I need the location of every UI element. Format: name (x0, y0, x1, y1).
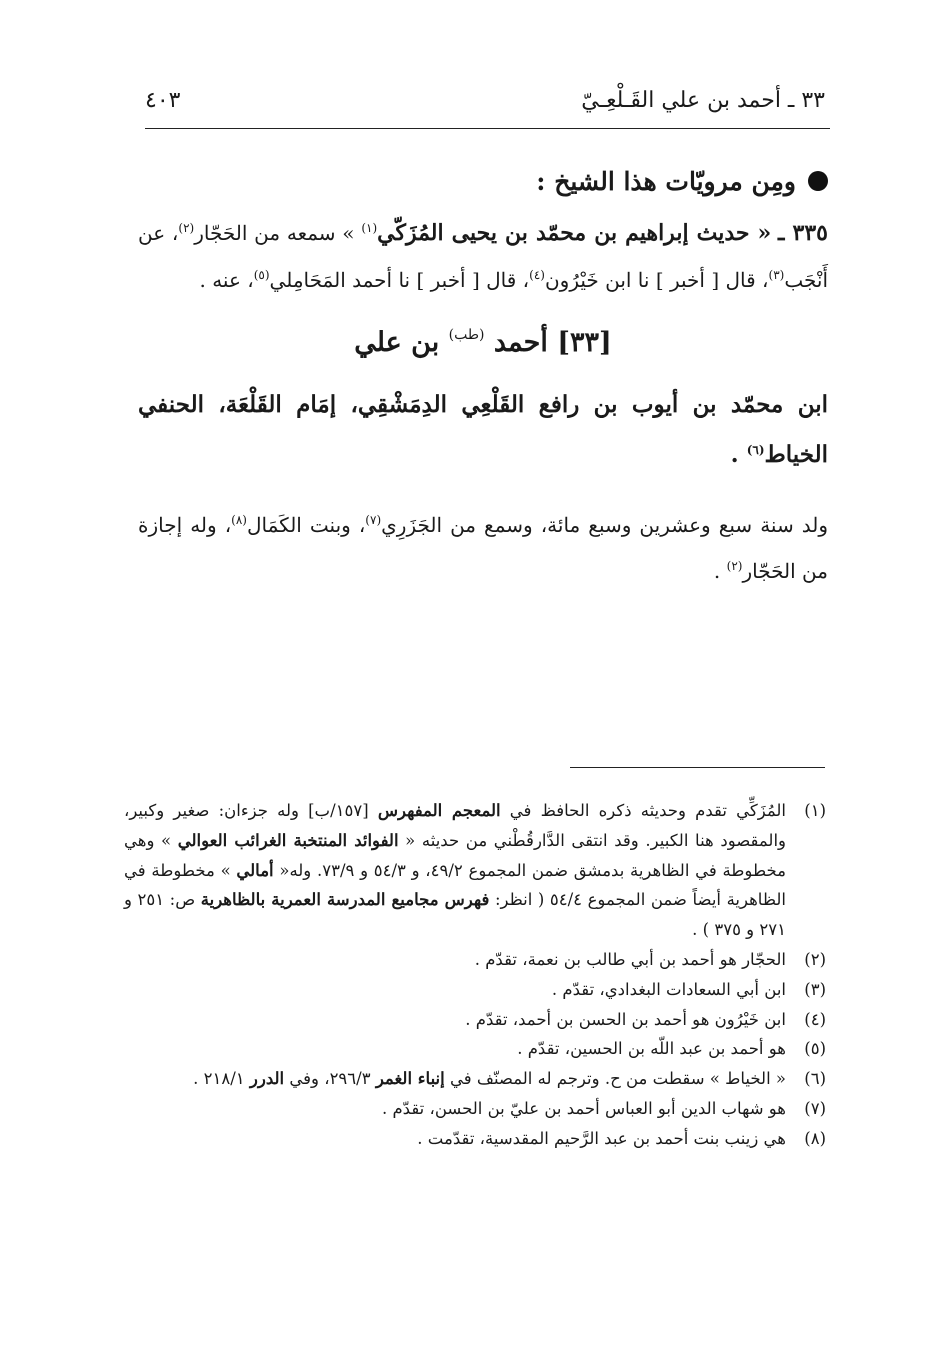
footnote-book-title: المعجم المفهرس (377, 801, 501, 820)
footnote-ref-5[interactable]: (٥) (253, 268, 270, 282)
footnote-number: (٧) (804, 1098, 826, 1118)
narration-text-5: ، عنه . (199, 268, 254, 292)
footnote-number: (٤) (804, 1009, 826, 1029)
narration-number: ٣٣٥ ـ (778, 220, 828, 246)
footnote-book-title: الفوائد المنتخبة الغرائب العوالي (177, 830, 399, 850)
footnote-text: هو شهاب الدين أبو العباس أحمد بن عليّ بن الحسن، تقدّم . (381, 1098, 786, 1118)
section-heading (138, 160, 828, 204)
footnote-text: ٢٩٦/٣، وفي (289, 1069, 371, 1089)
footnote-number: (٣) (804, 979, 826, 999)
footnote-4 (124, 1005, 826, 1035)
narration-title: « حديث إبراهيم بن محمّد بن يحيى المُزَكّي (377, 220, 772, 246)
footnote-book-title: أمالي (236, 860, 274, 880)
footnote-text: » وهي مخطوطة في الظاهرية بدمشق ضمن المجموع ٤٩/٢، و ٥٤/٣ و ٧٣/٩. وله« (124, 830, 786, 880)
page-header (145, 88, 825, 128)
page-number: ٤٠٣ (145, 88, 181, 113)
footnote-book-title: الدرر (249, 1069, 285, 1089)
footnote-ref-4[interactable]: (٤) (529, 268, 545, 282)
narration-text-1: » سمعه من الحَجّار (194, 221, 355, 245)
bullet-icon (808, 171, 828, 191)
footnote-text: » مخطوطة في الظاهرية أيضاً ضمن المجموع ٥٤/٤ ( انظر: (124, 860, 786, 910)
footnote-7 (124, 1094, 826, 1124)
running-title: ٣٣ ـ أحمد بن علي القَـلْعِـيّ (581, 88, 825, 113)
entry-title-code: (طب) (448, 327, 485, 343)
narration-text-2: ، عن أَنْجَب (138, 221, 828, 292)
footnote-number: (٦) (804, 1069, 826, 1089)
entry-title (138, 318, 828, 368)
narration-text-4: ، قال [ أخبر ] نا أحمد المَحَامِلي (269, 268, 530, 292)
footnote-number: (٥) (804, 1039, 826, 1059)
footnote-2 (124, 945, 826, 975)
footnote-text: ابن أبي السعادات البغدادي، تقدّم . (551, 979, 786, 999)
footnote-3 (124, 975, 826, 1005)
header-rule (145, 128, 830, 129)
footnote-text: [١٥٧/ب] وله جزءان: صغير وكبير، والمقصود هنا الكبير. وقد انتقى الدَّارقُطْني من حديثه « (124, 801, 787, 850)
footnote-8 (124, 1124, 826, 1154)
entry-title-open: [٣٣] أحمد (493, 327, 612, 358)
footnote-ref-7[interactable]: (٧) (365, 513, 382, 527)
entry-lineage (138, 380, 828, 480)
bio-text-2: ، وبنت الكَمَال (246, 513, 366, 537)
lineage-text: ابن محمّد بن أيوب بن رافع القَلْعِي الدِمَشْقِي، إمَام القَلْعَة، الحنفي الخياط (138, 391, 828, 468)
bio-text-3: ، وله إجازة من الحَجّار (138, 513, 828, 583)
footnote-text: ابن خَيْرُون هو أحمد بن الحسن بن أحمد، تقدّم . (465, 1009, 786, 1029)
footnote-number: (٢) (804, 949, 826, 969)
footnote-text: « الخياط » سقطت من ح. وترجم له المصنّف في (449, 1069, 786, 1089)
footnote-text: ٢١٨/١ . (193, 1069, 245, 1089)
entry-biography (138, 502, 828, 594)
footnote-ref-2b[interactable]: (٢) (726, 559, 743, 573)
narration-text-3: ، قال [ أخبر ] نا ابن خَيْرُون (544, 268, 769, 292)
section-heading-text: ومِن مرويّات هذا الشيخ : (536, 167, 796, 196)
footnote-ref-1[interactable]: (١) (361, 221, 378, 235)
footnote-ref-8[interactable]: (٨) (231, 513, 247, 527)
main-text (138, 160, 828, 594)
footnote-book-title: إنباء الغمر (375, 1069, 445, 1089)
footnote-text: المُزَكِّي تقدم وحديثه ذكره الحافظ في (509, 801, 786, 820)
footnote-number: (٨) (804, 1128, 826, 1148)
footnote-ref-3[interactable]: (٣) (768, 268, 785, 282)
footnote-ref-2[interactable]: (٢) (178, 221, 195, 235)
footnotes-list (124, 796, 826, 1154)
footnote-text: هو أحمد بن عبد اللّه بن الحسين، تقدّم . (517, 1039, 786, 1059)
footnote-text: هي زينب بنت أحمد بن عبد الرَّحيم المقدسية، تقدّمت . (417, 1128, 786, 1148)
footnote-6 (124, 1064, 826, 1094)
footnote-text: ص: ٢٥١ و ٢٧١ و ٣٧٥ ) . (124, 890, 786, 940)
footnote-1 (124, 796, 826, 945)
bio-text-1: ولد سنة سبع وعشرين وسبع مائة، وسمع من الجَزَرِي (381, 513, 828, 537)
footnote-book-title: فهرس مجاميع المدرسة العمرية بالظاهرية (200, 890, 490, 910)
footnote-separator (570, 767, 825, 768)
narration-paragraph (138, 210, 828, 304)
footnote-ref-6[interactable]: (٦) (746, 443, 765, 457)
footnote-5 (124, 1034, 826, 1064)
bio-end: . (713, 559, 721, 583)
lineage-end: . (730, 441, 739, 468)
footnote-text: الحجّار هو أحمد بن أبي طالب بن نعمة، تقدّم . (474, 949, 786, 969)
footnote-number: (١) (804, 801, 826, 820)
entry-title-close: بن علي (354, 327, 440, 358)
